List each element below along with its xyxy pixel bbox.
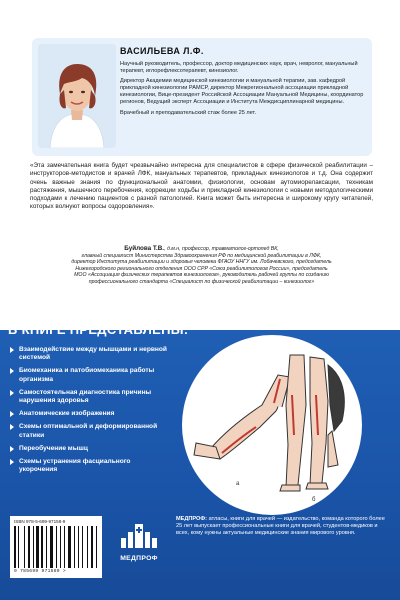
- publisher-description: [176, 516, 386, 538]
- author-photo: [38, 44, 116, 148]
- topic-item: [10, 423, 170, 439]
- barcode-bar: [82, 526, 83, 568]
- anatomy-illustration: [182, 335, 362, 515]
- barcode-digits: 9 785699 971589 >: [14, 569, 66, 574]
- section-title: В КНИГЕ ПРЕДСТАВЛЕНЫ:: [8, 322, 189, 337]
- barcode-bar: [24, 526, 25, 568]
- barcode-bar: [66, 526, 67, 568]
- barcode-bar: [14, 526, 16, 568]
- barcode-bar: [18, 526, 19, 568]
- figure-label-a: a: [236, 481, 240, 487]
- topic-label: Биомеханика и патобиомеханика работы организма: [19, 367, 155, 383]
- barcode-bar: [41, 526, 43, 568]
- bullet-triangle-icon: [10, 424, 14, 430]
- barcode-icon: [14, 526, 98, 568]
- reviewer-line: Нижегородского регионального отделения ООО СРР «Союз реабилитологов России», председатель: [75, 265, 328, 272]
- isbn: ISBN 978-5-699-97158-9: [14, 519, 66, 524]
- barcode-bar: [40, 526, 41, 568]
- barcode-bar: [74, 526, 75, 568]
- bullet-triangle-icon: [10, 347, 14, 353]
- publisher-text: атласы, книги для врачей — издательство, команда которого более 25 лет выпускает профессиональные книги для врачей, студентов-медиков и всех, кому нужны актуальные медицинские знания мирового уровня.: [176, 516, 385, 537]
- barcode-bar: [56, 526, 57, 568]
- bullet-triangle-icon: [10, 411, 14, 417]
- barcode-bar: [78, 526, 79, 568]
- reviewer-title: , д.м.н, профессор, травматолог-ортопед ВК,: [164, 246, 279, 252]
- barcode-bar: [64, 526, 66, 568]
- barcode-bar: [31, 526, 32, 568]
- barcode-bar: [84, 526, 86, 568]
- review-quote: «Эта замечательная книга будет чрезвычайно интересна для специалистов в сфере физической реабилитации – инструкторов-методистов и врачей ЛФК, мануальных терапевтов, прикладных кинезиологов и т.д. Она содержит очень важные знания по функциональной анатомии, физиологии, основам аутомиорелаксации, техникам растяжения, мышечного перебочения, коррекции ходьбы и прикладной кинезиологии с новыми методологическими подходами к лечению пациентов с разной патологией. Книга может быть интересна и широкому кругу читателей, которых волнуют вопросы оздоровления».: [30, 162, 373, 211]
- topic-item: [10, 410, 170, 418]
- medprof-logo-icon: [119, 518, 159, 550]
- author-portrait-icon: [38, 44, 116, 148]
- reviewer-line: главный специалист Министерства Здравоохранения РФ по медицинской реабилитации в ЛФК,: [81, 252, 322, 259]
- barcode-box: [10, 516, 102, 578]
- barcode-bar: [89, 526, 90, 568]
- bullet-triangle-icon: [10, 459, 14, 465]
- reviewer-name: Буйлова Т.В.: [124, 245, 165, 252]
- author-bio-line: Директор Академии медицинской кинезиологии и мануальной терапии, зав. кафедрой прикладной кинезиологии РАМСР, директор Межрегиональной ассоциации прикладной кинезиологии, Вице-президент Российской Ассоциации Мануальной Медицины, координатор регионов, Ведущий эксперт Ассоциации и Института Междисциплинарной медицины.: [120, 78, 364, 106]
- publisher-name: МЕДПРОФ:: [176, 516, 208, 522]
- barcode-bar: [28, 526, 30, 568]
- publisher-logo: [112, 518, 166, 572]
- author-info: [120, 46, 370, 120]
- barcode-bar: [36, 526, 38, 568]
- topic-label: Взаимодействие между мышцами и нервной системой: [19, 346, 167, 362]
- barcode-bar: [62, 526, 63, 568]
- barcode-bar: [60, 526, 61, 568]
- topic-item: [10, 458, 170, 474]
- barcode-bar: [72, 526, 74, 568]
- reviewer-block: [30, 246, 373, 286]
- barcode-bar: [68, 526, 70, 568]
- topic-label: Анатомические изображения: [19, 410, 115, 418]
- author-bio: [120, 61, 370, 117]
- topic-label: Схемы устранения фасциального укорочения: [19, 458, 131, 474]
- barcode-bar: [76, 526, 77, 568]
- topic-item: [10, 346, 170, 362]
- barcode-bar: [57, 526, 59, 568]
- legs-anatomy-icon: [182, 335, 362, 515]
- topics-list: [10, 346, 170, 479]
- barcode-bar: [46, 526, 47, 568]
- topic-label: Самостоятельная диагностика причины нарушения здоровья: [19, 388, 152, 405]
- barcode-bar: [33, 526, 34, 568]
- barcode-bar: [50, 526, 52, 568]
- barcode-bar: [17, 526, 18, 568]
- barcode-bar: [91, 526, 93, 568]
- topic-item: [10, 367, 170, 383]
- bullet-triangle-icon: [10, 390, 14, 396]
- author-bio-line: Врачебный и преподавательский стаж более 25 лет.: [120, 109, 257, 116]
- topic-label: Переобучение мышц: [19, 444, 88, 452]
- barcode-bar: [96, 526, 98, 568]
- bullet-triangle-icon: [10, 446, 14, 452]
- barcode-bar: [48, 526, 50, 568]
- topic-item: [10, 445, 170, 453]
- barcode-bar: [87, 526, 88, 568]
- reviewer-line: МОО «Ассоциация физических терапевтов кинезиологов», руководитель рабочей группы по созданию: [74, 272, 329, 279]
- reviewer-line: профессионального стандарта «Специалист по физической реабилитации – кинезиолог»: [88, 278, 315, 285]
- author-name: ВАСИЛЬЕВА Л.Ф.: [120, 46, 204, 56]
- topic-item: [10, 389, 170, 405]
- barcode-bar: [34, 526, 35, 568]
- barcode-bar: [26, 526, 28, 568]
- barcode-bar: [80, 526, 82, 568]
- barcode-bar: [94, 526, 95, 568]
- barcode-bar: [20, 526, 22, 568]
- barcode-bar: [54, 526, 55, 568]
- topic-label: Схемы оптимальной и деформированной статики: [19, 423, 158, 439]
- bullet-triangle-icon: [10, 368, 14, 374]
- author-bio-line: Научный руководитель, профессор, доктор медицинских наук, врач, невролог, мануальный терапевт, иглорефлексотерапевт, кинезиолог.: [120, 61, 358, 75]
- reviewer-line: директор Института реабилитации и здоровья человека ФГАОУ ННГУ им. Лобачевского, председатель: [71, 259, 332, 266]
- logo-label: МЕДПРОФ: [120, 555, 158, 562]
- barcode-bar: [44, 526, 45, 568]
- figure-label-b: б: [312, 497, 316, 503]
